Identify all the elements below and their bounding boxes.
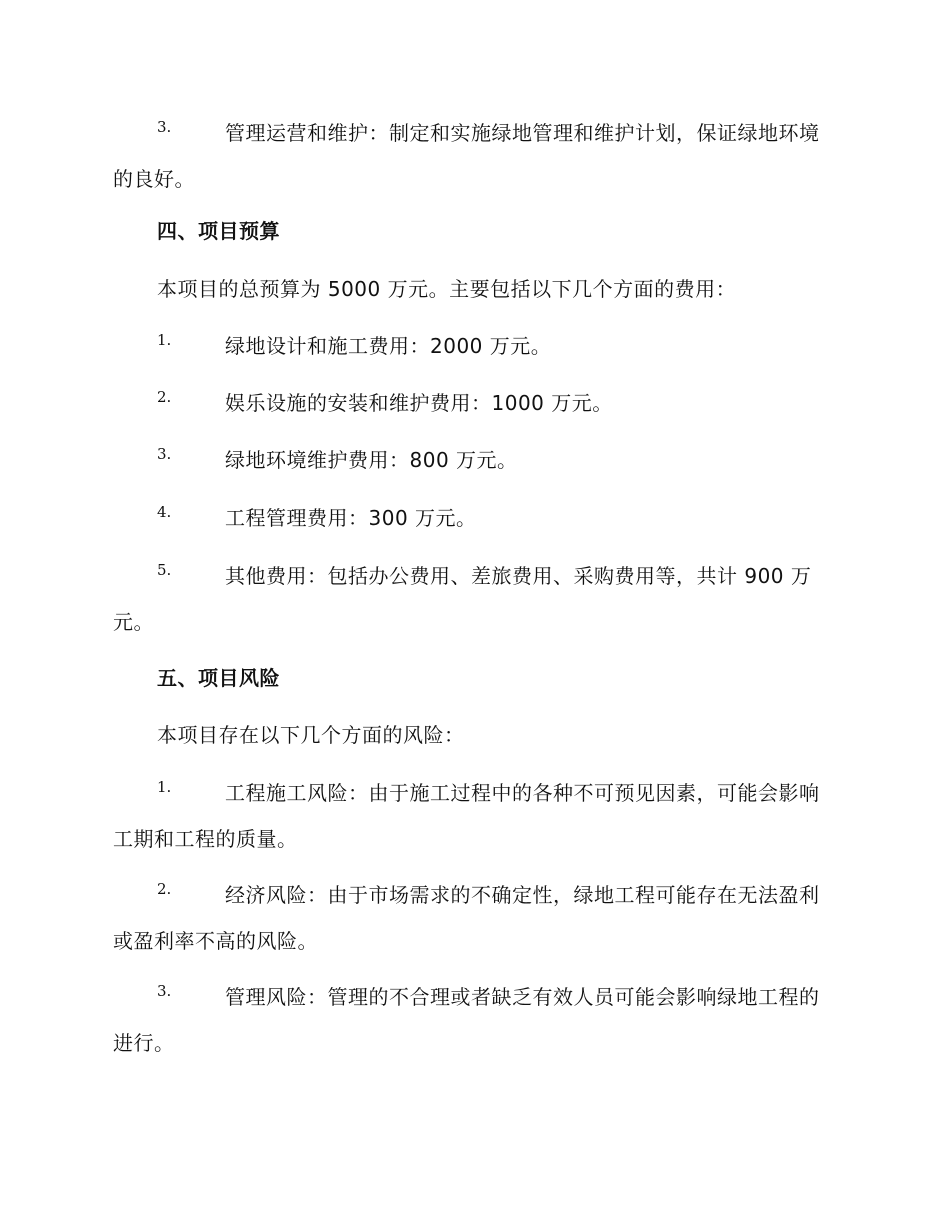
list-item-number: 1. [157,331,172,349]
list-item [113,323,835,369]
list-item [113,110,835,202]
list-item-number: 3. [157,445,172,463]
list-item-text: 其他费用：包括办公费用、差旅费用、采购费用等，共计 900 万元。 [113,564,812,634]
list-item [113,872,835,964]
list-item-number: 4. [157,503,172,521]
list-item [113,495,835,541]
risk-intro: 本项目存在以下几个方面的风险： [157,723,465,747]
list-item-number: 1. [157,778,172,796]
list-item-number: 2. [157,880,172,898]
list-item-text: 绿地设计和施工费用：2000 万元。 [225,334,552,358]
list-item-text: 工程施工风险：由于施工过程中的各种不可预见因素，可能会影响工期和工程的质量。 [113,781,820,851]
list-item-number: 3. [157,982,172,1000]
list-item [113,437,835,483]
budget-intro: 本项目的总预算为 5000 万元。主要包括以下几个方面的费用： [157,277,737,301]
list-item-number: 2. [157,388,172,406]
list-item-number: 5. [157,561,172,579]
list-item [113,770,835,862]
list-item [113,974,835,1066]
section-heading-budget: 四、项目预算 [157,219,280,243]
section-heading-risk: 五、项目风险 [157,666,280,690]
list-item-text: 经济风险：由于市场需求的不确定性，绿地工程可能存在无法盈利或盈利率不高的风险。 [113,883,820,953]
list-item-number: 3. [157,118,172,136]
list-item-text: 工程管理费用：300 万元。 [225,506,477,530]
list-item-text: 管理风险：管理的不合理或者缺乏有效人员可能会影响绿地工程的进行。 [113,985,820,1055]
list-item [113,380,835,426]
list-item-text: 绿地环境维护费用：800 万元。 [225,448,518,472]
list-item-text: 管理运营和维护：制定和实施绿地管理和维护计划，保证绿地环境的良好。 [113,121,820,191]
list-item [113,553,835,645]
list-item-text: 娱乐设施的安装和维护费用：1000 万元。 [225,391,613,415]
